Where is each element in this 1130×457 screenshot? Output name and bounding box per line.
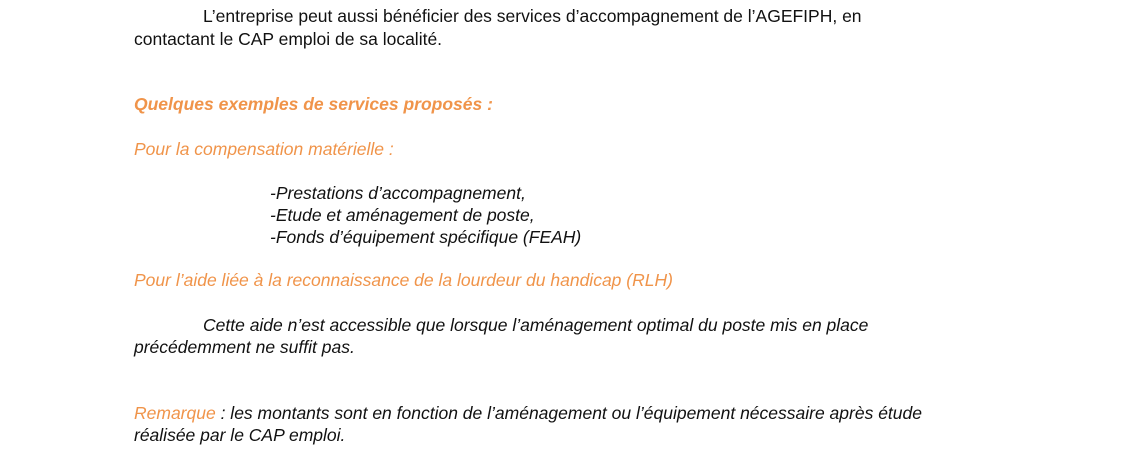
service-item-2: -Etude et aménagement de poste, [270, 205, 535, 225]
intro-line-1: L’entreprise peut aussi bénéficier des services d’accompagnement de l’AGEFIPH, en [203, 6, 862, 26]
rlh-text-line-2: précédemment ne suffit pas. [134, 337, 355, 357]
rlh-text-line-1: Cette aide n’est accessible que lorsque l’aménagement optimal du poste mis en place [203, 315, 869, 335]
rlh-heading: Pour l’aide liée à la reconnaissance de la lourdeur du handicap (RLH) [134, 270, 673, 290]
material-compensation-heading: Pour la compensation matérielle : [134, 139, 394, 159]
remark-line-1 [134, 402, 922, 424]
service-item-3: -Fonds d’équipement spécifique (FEAH) [270, 227, 582, 247]
remark-line-2: réalisée par le CAP emploi. [134, 425, 346, 445]
remark-text: : les montants sont en fonction de l’aménagement ou l’équipement nécessaire après étude [215, 403, 922, 423]
service-item-1: -Prestations d’accompagnement, [270, 183, 526, 203]
remark-label: Remarque [134, 403, 216, 423]
examples-heading: Quelques exemples de services proposés : [134, 94, 493, 114]
intro-line-2: contactant le CAP emploi de sa localité. [134, 29, 443, 49]
